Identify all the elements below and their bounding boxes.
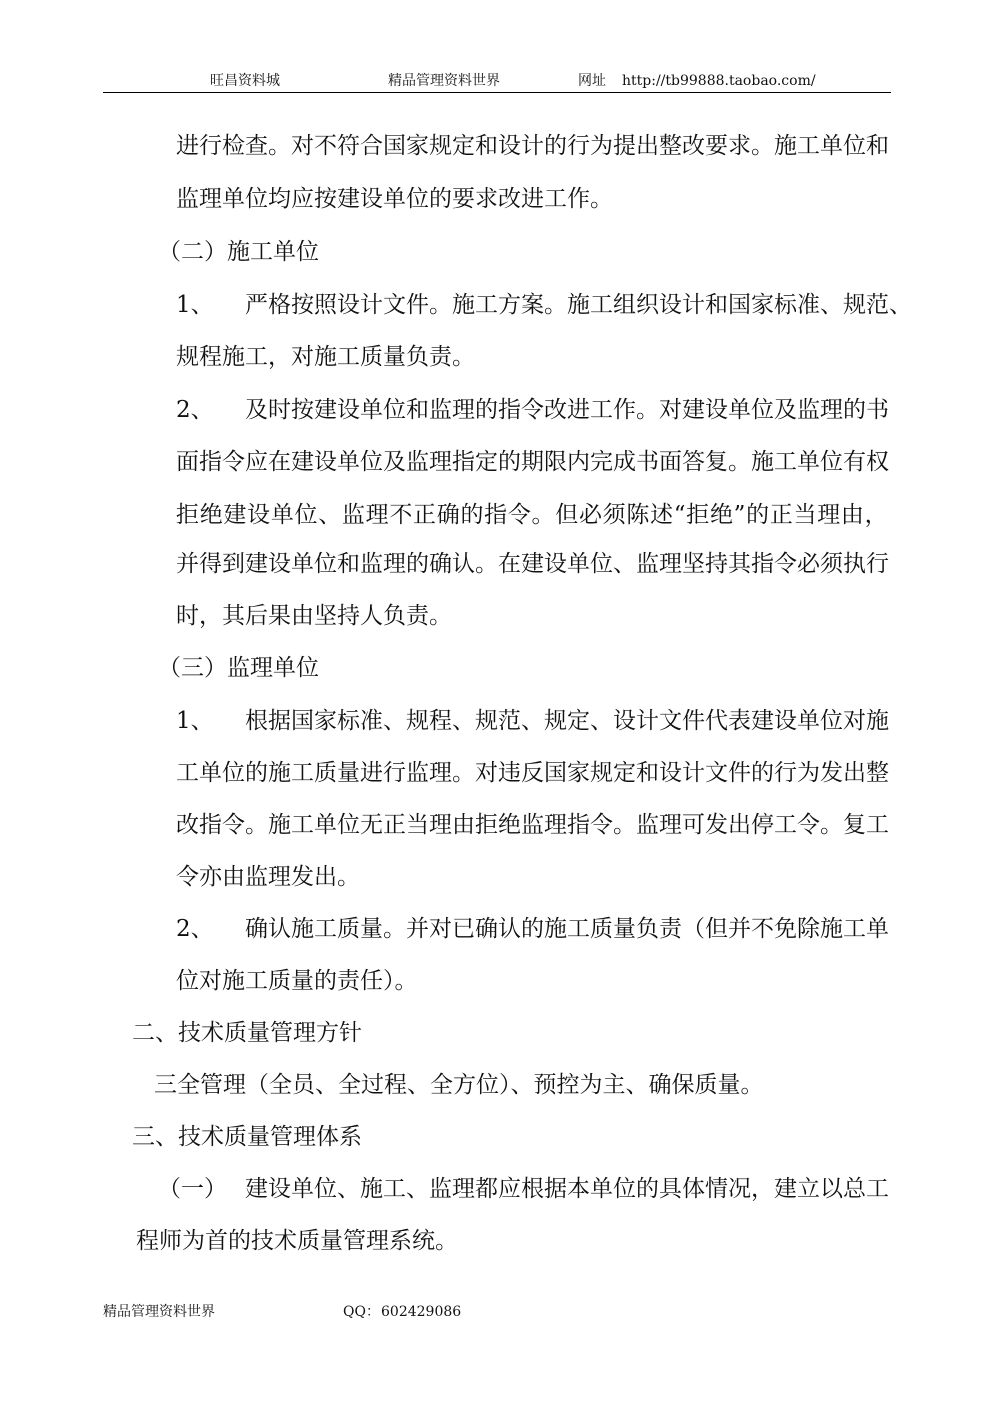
- text-line: 并 得 到 建 设 单 位 和 监 理 的 确 认 。 在 建 设 单 位 、 监 理 坚 持 其 指 令 必 须 执 行: [176, 551, 889, 577]
- text-line: 面 指 令 应 在 建 设 单 位 及 监 理 指 定 的 期 限 内 完 成 书 面 答 复 。 施 工 单 位 有 权: [176, 449, 889, 475]
- text-line: 严 格 按 照 设 计 文 件 。 施 工 方 案 。 施 工 组 织 设 计 和 国 家 标 准 、 规 范 、: [245, 292, 912, 318]
- item-number: 1、: [176, 292, 214, 318]
- item-number: 2、: [176, 916, 214, 942]
- item-number: 1、: [176, 708, 214, 734]
- header-divider: [103, 92, 891, 93]
- text-line: 建 设 单 位 、 施 工 、 监 理 都 应 根 据 本 单 位 的 具 体 情 况 ， 建 立 以 总 工: [245, 1176, 889, 1202]
- text-line: 三全管理（全员、全过程、全方位）、预控为主、确保质量。: [154, 1072, 764, 1098]
- text-line: 规程施工，对施工质量负责。: [176, 344, 475, 370]
- header-url-label: 网址: [578, 73, 606, 89]
- footer-qq-label: QQ：: [343, 1304, 380, 1320]
- item-number: （一）: [158, 1176, 227, 1202]
- text-line: 工 单 位 的 施 工 质 量 进 行 监 理 。 对 违 反 国 家 规 定 和 设 计 文 件 的 行 为 发 出 整: [176, 760, 889, 786]
- item-number: 2、: [176, 397, 214, 423]
- section-heading: 三、技术质量管理体系: [132, 1124, 362, 1150]
- footer-qq-number: 602429086: [381, 1304, 462, 1320]
- text-line: 令亦由监理发出。: [176, 864, 360, 890]
- footer-title: 精品管理资料世界: [103, 1304, 215, 1320]
- header-url-link[interactable]: http://tb99888.taobao.com/: [622, 73, 816, 89]
- section-heading: 二、技术质量管理方针: [132, 1020, 362, 1046]
- text-line: 程师为首的技术质量管理系统。: [136, 1228, 458, 1254]
- text-line: 拒 绝 建 设 单 位 、 监 理 不 正 确 的 指 令 。 但 必 须 陈 述 “ 拒 绝 ” 的 正 当 理 由 ，: [176, 502, 888, 528]
- text-line: 改 指 令 。 施 工 单 位 无 正 当 理 由 拒 绝 监 理 指 令 。 监 理 可 发 出 停 工 令 。 复 工: [176, 812, 889, 838]
- text-line: 及 时 按 建 设 单 位 和 监 理 的 指 令 改 进 工 作 。 对 建 设 单 位 及 监 理 的 书: [245, 397, 889, 423]
- text-line: 根 据 国 家 标 准 、 规 程 、 规 范 、 规 定 、 设 计 文 件 代 表 建 设 单 位 对 施: [245, 708, 889, 734]
- section-heading: （三）监理单位: [158, 655, 319, 681]
- text-line: 时，其后果由坚持人负责。: [176, 603, 452, 629]
- text-line: 进 行 检 查 。 对 不 符 合 国 家 规 定 和 设 计 的 行 为 提 出 整 改 要 求 。 施 工 单 位 和: [176, 133, 889, 159]
- header-site-name: 旺昌资料城: [210, 73, 280, 89]
- text-line: 确 认 施 工 质 量 。 并 对 已 确 认 的 施 工 质 量 负 责 （ 但 并 不 免 除 施 工 单: [245, 916, 889, 942]
- text-line: 位对施工质量的责任）。: [176, 968, 418, 994]
- header-title: 精品管理资料世界: [388, 73, 500, 89]
- section-heading: （二）施工单位: [158, 239, 319, 265]
- text-line: 监理单位均应按建设单位的要求改进工作。: [176, 186, 613, 212]
